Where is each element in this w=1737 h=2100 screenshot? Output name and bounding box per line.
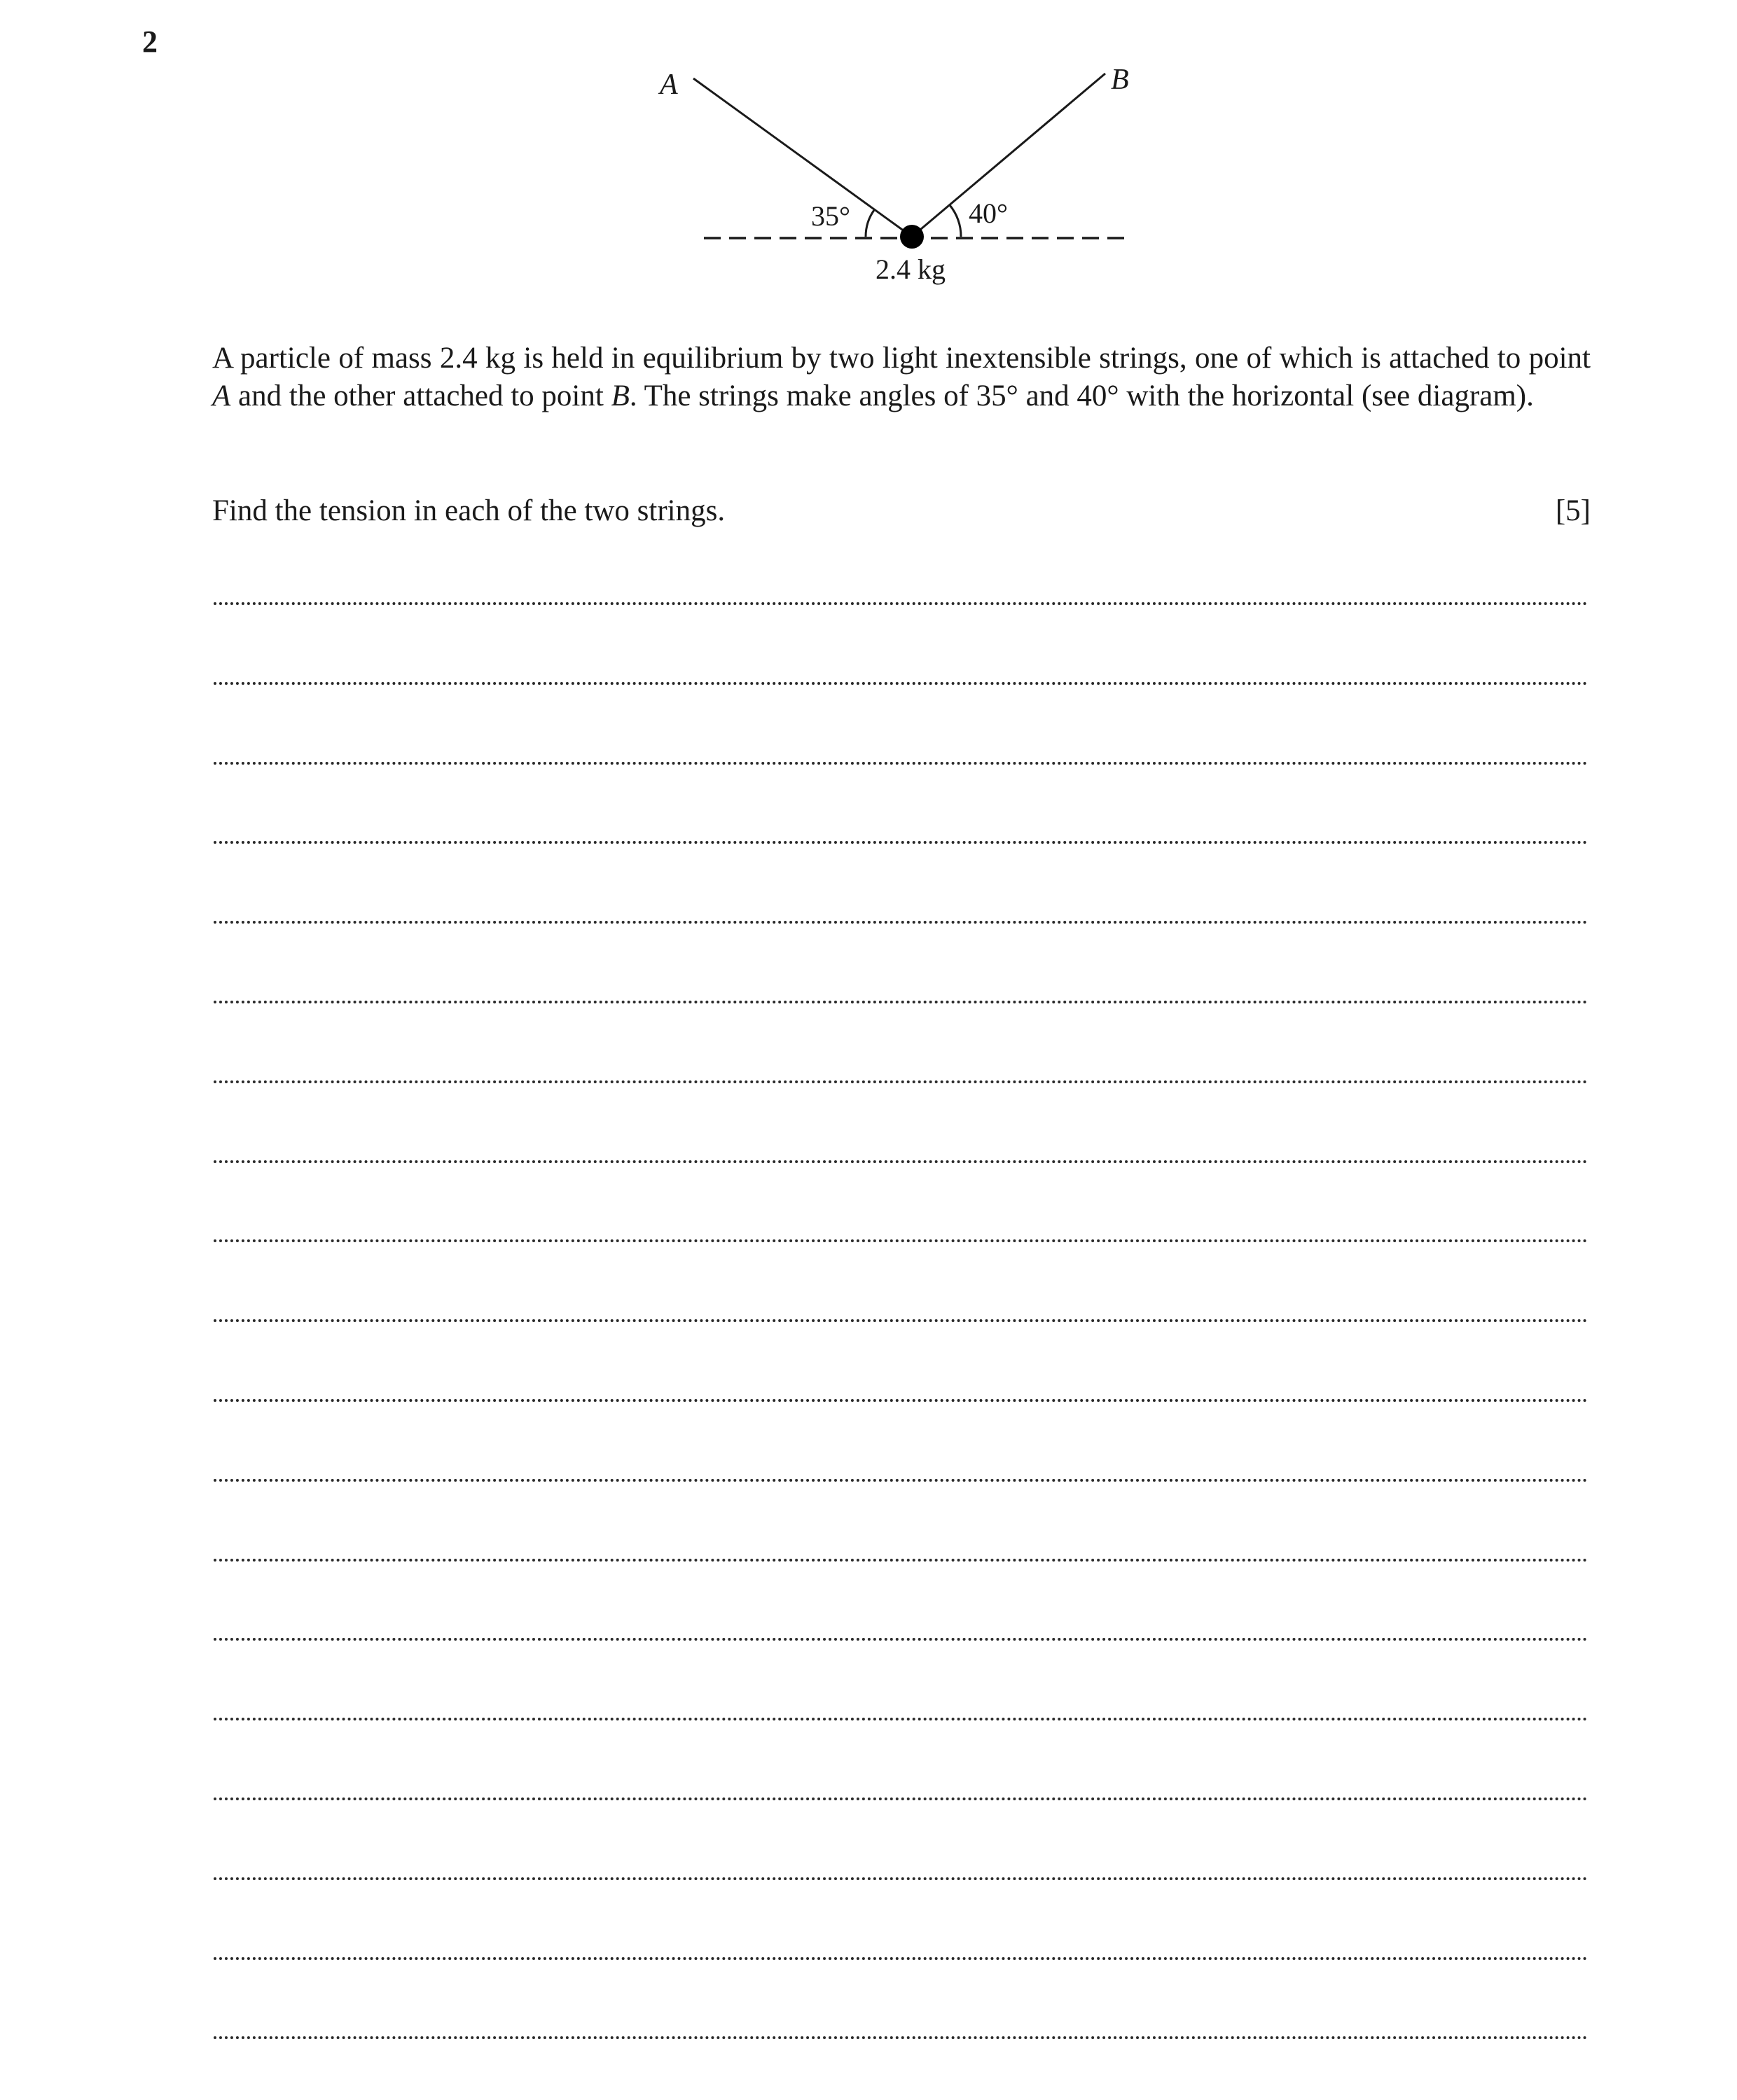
marks-label: [5] xyxy=(1555,494,1591,527)
point-b-ref: B xyxy=(611,380,630,412)
question-text-part: . The strings make angles of 35° and 40° with the horizontal (see diagram). xyxy=(629,380,1534,412)
answer-line[interactable] xyxy=(214,1718,1588,1720)
question-text-part: A particle of mass 2.4 kg is held in equilibrium by two light inextensible strings, one of which is attached to point xyxy=(212,342,1591,375)
angle-40-label: 40° xyxy=(969,197,1008,229)
answer-line[interactable] xyxy=(214,682,1588,685)
question-text-part: and the other attached to point xyxy=(230,380,611,412)
answer-line[interactable] xyxy=(214,841,1588,844)
answer-line[interactable] xyxy=(214,762,1588,765)
answer-line[interactable] xyxy=(214,921,1588,924)
answer-line[interactable] xyxy=(214,1479,1588,1482)
answer-line[interactable] xyxy=(214,1877,1588,1880)
mass-label: 2.4 kg xyxy=(876,253,946,285)
answer-line[interactable] xyxy=(214,1080,1588,1083)
answer-line[interactable] xyxy=(214,1001,1588,1003)
answer-line[interactable] xyxy=(214,1559,1588,1562)
point-a-label: A xyxy=(660,69,678,101)
question-prompt: Find the tension in each of the two strings. xyxy=(212,494,726,527)
answer-line[interactable] xyxy=(214,2036,1588,2039)
answer-line[interactable] xyxy=(214,1399,1588,1402)
point-b-label: B xyxy=(1111,64,1129,96)
point-a-ref: A xyxy=(212,380,231,412)
answer-line[interactable] xyxy=(214,1319,1588,1322)
answer-line[interactable] xyxy=(214,1239,1588,1242)
answer-area[interactable] xyxy=(214,0,1588,2100)
answer-line[interactable] xyxy=(214,1638,1588,1641)
angle-35-label: 35° xyxy=(811,200,850,232)
question-number: 2 xyxy=(142,25,158,59)
answer-line[interactable] xyxy=(214,1160,1588,1163)
answer-line[interactable] xyxy=(214,602,1588,605)
answer-line[interactable] xyxy=(214,1797,1588,1800)
answer-line[interactable] xyxy=(214,1957,1588,1960)
